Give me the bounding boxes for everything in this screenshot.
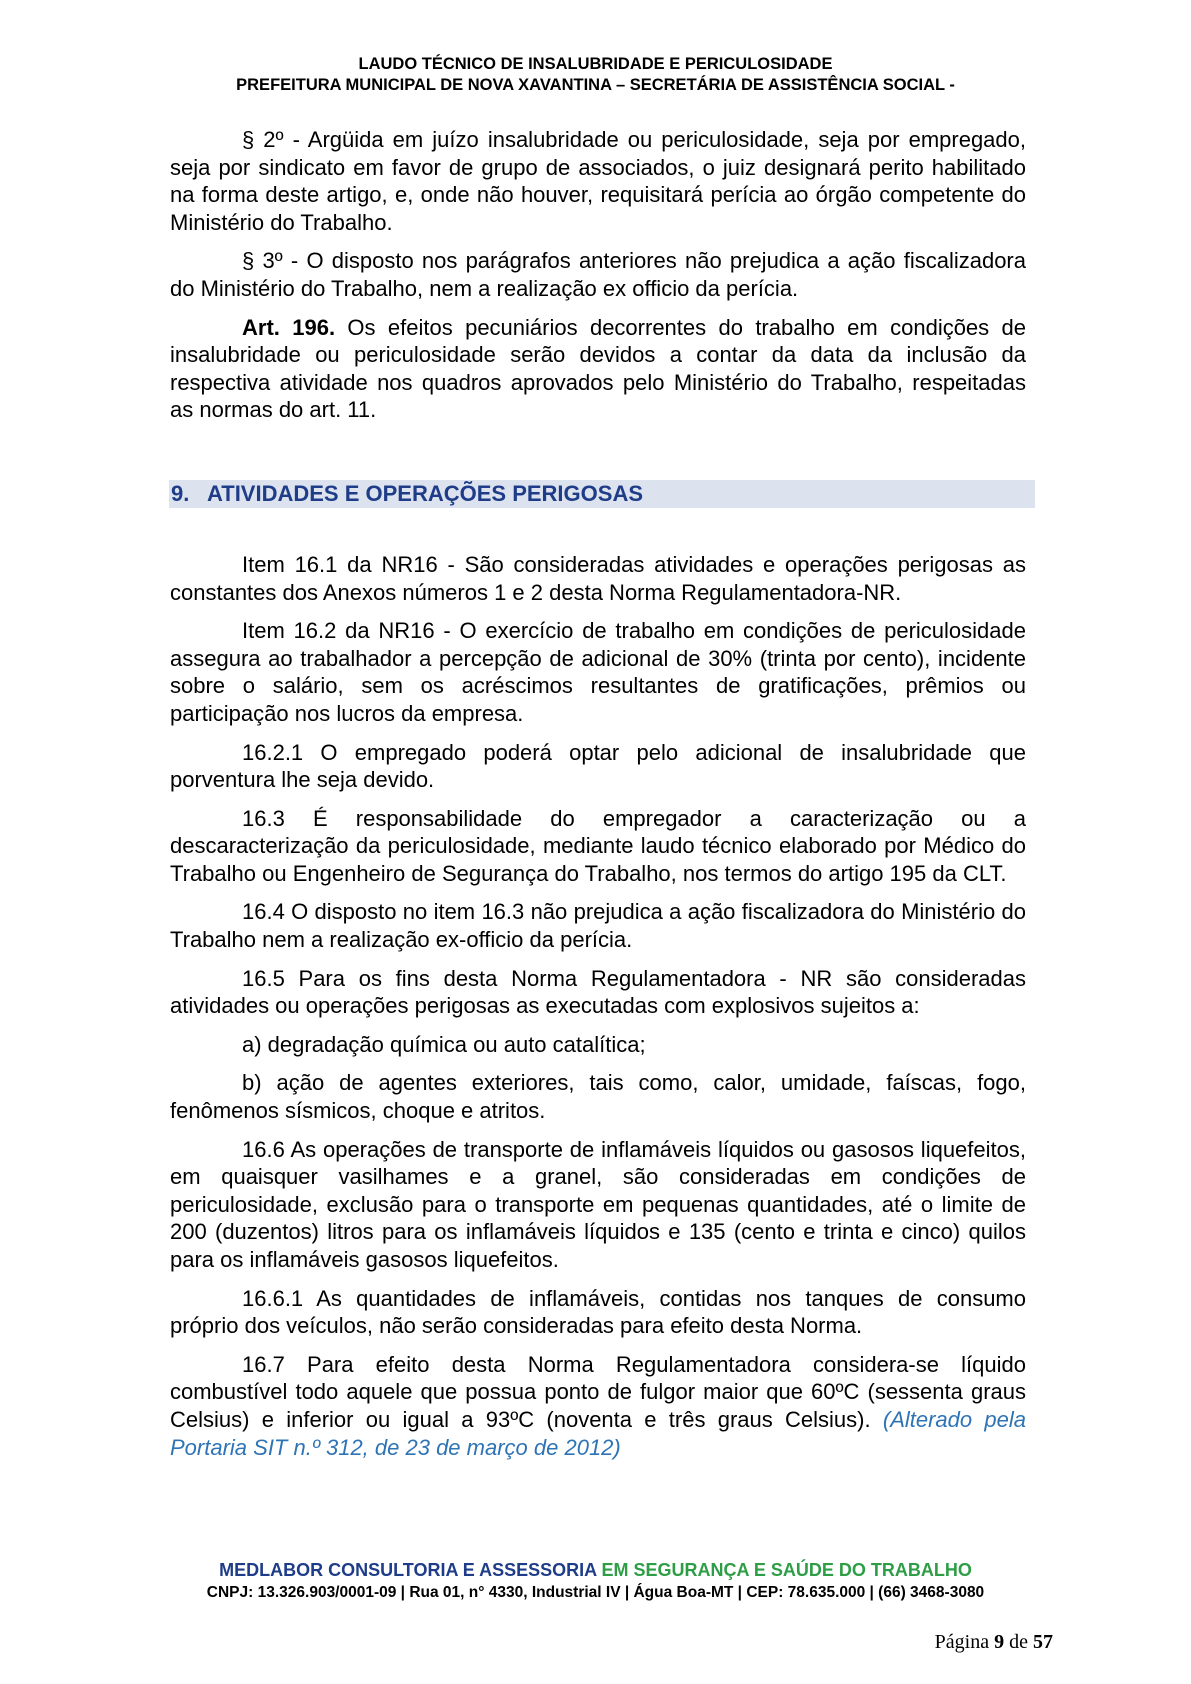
header-subtitle: PREFEITURA MUNICIPAL DE NOVA XAVANTINA – SECRETÁRIA DE ASSISTÊNCIA SOCIAL - (236, 76, 955, 94)
paragraph-item-16-1: Item 16.1 da NR16 - São consideradas atividades e operações perigosas as constantes dos Anexos números 1 e 2 desta Norma Regulamentadora-NR. (170, 551, 1026, 605)
footer-company (0, 1559, 1191, 1581)
paragraph-art196 (170, 314, 1026, 424)
paragraph-item-16-5: 16.5 Para os fins desta Norma Regulamentadora - NR são consideradas atividades ou operações perigosas as executadas com explosivos sujeitos a: (170, 965, 1026, 1019)
footer-company-tagline: EM SEGURANÇA E SAÚDE DO TRABALHO (596, 1560, 972, 1580)
document-header (0, 54, 1191, 96)
paragraph-item-16-3: 16.3 É responsabilidade do empregador a caracterização ou a descaracterização da periculosidade, mediante laudo técnico elaborado por Médico do Trabalho ou Engenheiro de Segurança do Trabalho, nos termos do artigo 195 da CLT. (170, 805, 1026, 886)
paragraph-item-16-7 (170, 1351, 1026, 1461)
section-title: ATIVIDADES E OPERAÇÕES PERIGOSAS (207, 480, 644, 506)
paragraph-item-16-5-a: a) degradação química ou auto catalítica; (242, 1031, 646, 1057)
section-heading (169, 480, 1035, 508)
paragraph-art195-p3: § 3º - O disposto nos parágrafos anteriores não prejudica a ação fiscalizadora do Ministério do Trabalho, nem a realização ex officio da perícia. (170, 248, 1026, 301)
amendment-note: (Alterado pela Portaria SIT n.º 312, de 23 de março de 2012) (170, 1406, 1027, 1460)
paragraph-item-16-4: 16.4 O disposto no item 16.3 não prejudica a ação fiscalizadora do Ministério do Trabalho nem a realização ex-officio da perícia. (170, 899, 1026, 953)
item-16-7-text: 16.7 Para efeito desta Norma Regulamentadora considera-se líquido combustível todo aquele que possua ponto de fulgor maior que 60ºC (sessenta graus Celsius) e inferior ou igual a 93ºC (noventa e três graus Celsius). (170, 1351, 1026, 1432)
paragraph-item-16-5-b: b) ação de agentes exteriores, tais como, calor, umidade, faíscas, fogo, fenômenos sísmicos, choque e atritos. (170, 1070, 1026, 1124)
paragraph-art195-p2: § 2º - Argüida em juízo insalubridade ou periculosidade, seja por empregado, seja por sindicato em favor de grupo de associados, o juiz designará perito habilitado na forma deste artigo, e, onde não houver, requisitará perícia ao órgão competente do Ministério do Trabalho. (170, 127, 1026, 235)
footer-company-name: MEDLABOR CONSULTORIA E ASSESSORIA (219, 1560, 597, 1580)
header-title: LAUDO TÉCNICO DE INSALUBRIDADE E PERICULOSIDADE (358, 55, 833, 73)
art196-label: Art. 196. (242, 314, 336, 340)
art196-text: Os efeitos pecuniários decorrentes do trabalho em condições de insalubridade ou periculosidade serão devidos a contar da data da inclusão da respectiva atividade nos quadros aprovados pelo Ministério do Trabalho, respeitadas as normas do art. 11. (170, 314, 1027, 423)
page-number: Página 9 de 57 (934, 1631, 1053, 1653)
paragraph-item-16-2: Item 16.2 da NR16 - O exercício de trabalho em condições de periculosidade assegura ao trabalhador a percepção de adicional de 30% (trinta por cento), incidente sobre o salário, sem os acréscimos resultantes de gratificações, prêmios ou participação nos lucros da empresa. (170, 618, 1026, 726)
paragraph-item-16-6-1: 16.6.1 As quantidades de inflamáveis, contidas nos tanques de consumo próprio dos veículos, não serão consideradas para efeito desta Norma. (170, 1285, 1026, 1339)
section-number: 9. (171, 480, 190, 506)
current-page: 9 (994, 1631, 1005, 1653)
footer-address: CNPJ: 13.326.903/0001-09 | Rua 01, n° 4330, Industrial IV | Água Boa-MT | CEP: 78.635.000 | (66) 3468-3080 (206, 1584, 985, 1601)
page-body (170, 126, 1026, 1461)
total-pages: 57 (1033, 1631, 1053, 1653)
paragraph-item-16-2-1: 16.2.1 O empregado poderá optar pelo adicional de insalubridade que porventura lhe seja devido. (170, 739, 1026, 793)
paragraph-item-16-6: 16.6 As operações de transporte de inflamáveis líquidos ou gasosos liquefeitos, em quaisquer vasilhames e a granel, são consideradas em condições de periculosidade, exclusão para o transporte em pequenas quantidades, até o limite de 200 (duzentos) litros para os inflamáveis líquidos e 135 (cento e trinta e cinco) quilos para os inflamáveis gasosos liquefeitos. (170, 1136, 1026, 1272)
